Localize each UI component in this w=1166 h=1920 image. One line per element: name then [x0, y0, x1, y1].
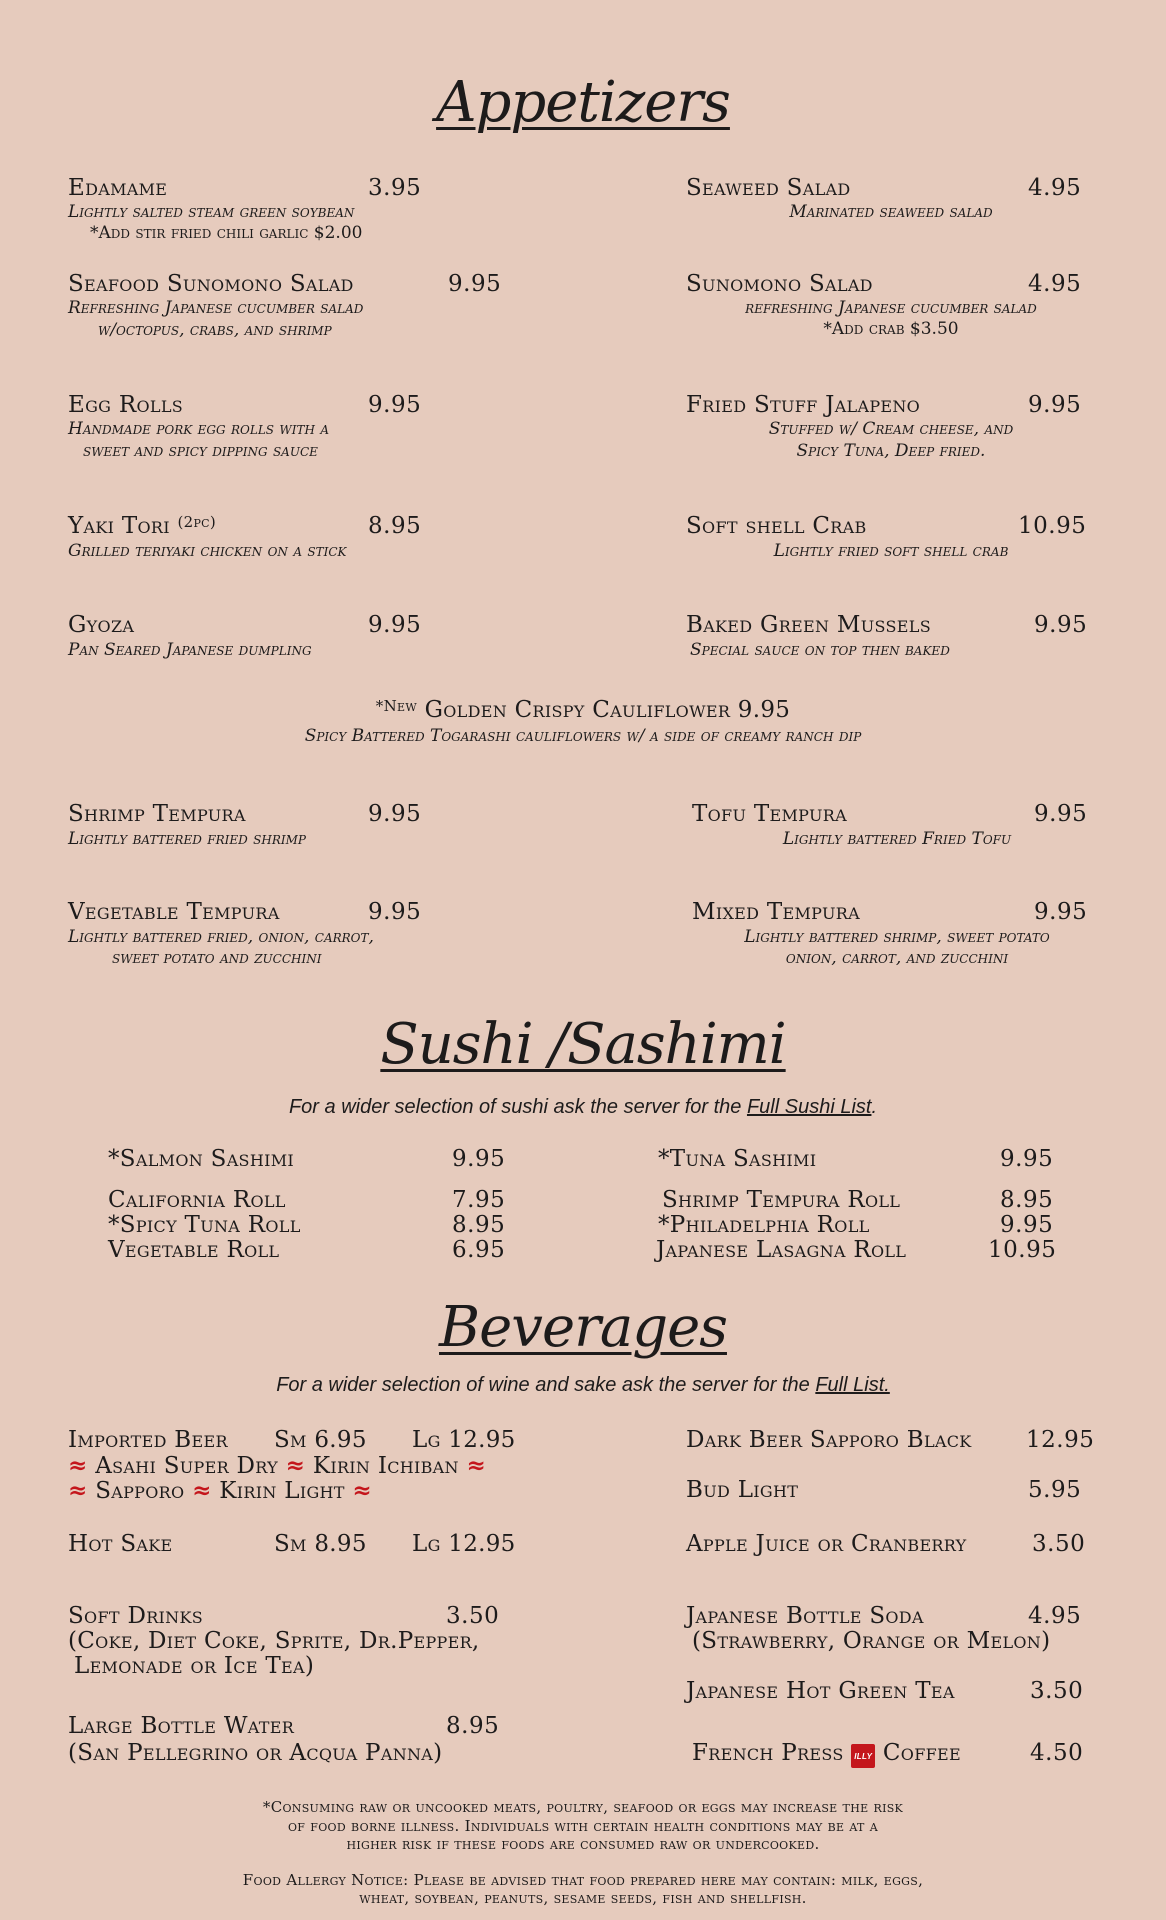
sushi-item-name: Vegetable Roll	[108, 1237, 280, 1263]
sushi-item-name: *Spicy Tuna Roll	[108, 1212, 301, 1238]
full-list-link[interactable]: Full List.	[815, 1374, 890, 1396]
edamame-price: 3.95	[368, 175, 422, 201]
hot-sake-name: Hot Sake	[68, 1531, 173, 1557]
cauliflower-desc: Spicy Battered Togarashi cauliflowers w/ a side of creamy ranch dip	[304, 726, 862, 746]
seafood-sunomono-name: Seafood Sunomono Salad	[68, 271, 354, 297]
beer-brands-line	[68, 1452, 486, 1479]
hot-sake-sm-price: Sm 8.95	[274, 1531, 367, 1557]
egg-rolls-price: 9.95	[368, 392, 422, 418]
fried-jalapeno-price: 9.95	[1028, 392, 1082, 418]
edamame-note: *Add stir fried chili garlic $2.00	[90, 223, 363, 243]
sushi-subtitle	[0, 1096, 1166, 1119]
yaki-tori-name	[68, 513, 216, 539]
imported-beer-lg-price: Lg 12.95	[412, 1427, 516, 1453]
sushi-item-price: 9.95	[1000, 1212, 1054, 1238]
sushi-item-price: 6.95	[452, 1237, 506, 1263]
cauliflower-item	[0, 697, 1166, 723]
wave-icon: ≈	[68, 1477, 88, 1504]
dark-beer-price: 12.95	[1026, 1427, 1095, 1453]
allergy-notice: Food Allergy Notice: Please be advised that food prepared here may contain: milk, eggs,	[242, 1871, 924, 1889]
vegetable-tempura-desc: sweet potato and zucchini	[112, 948, 322, 968]
edamame-name: Edamame	[68, 175, 168, 201]
green-tea-price: 3.50	[1030, 1678, 1084, 1704]
vegetable-tempura-name: Vegetable Tempura	[68, 899, 280, 925]
fried-jalapeno-name: Fried Stuff Jalapeno	[686, 392, 921, 418]
beverages-heading: Beverages	[439, 1295, 727, 1360]
sushi-item-price: 9.95	[1000, 1146, 1054, 1172]
green-mussels-desc: Special sauce on top then baked	[690, 640, 950, 660]
coffee-name	[692, 1740, 961, 1768]
health-warning: higher risk if these foods are consumed raw or undercooked.	[346, 1835, 820, 1853]
green-mussels-name: Baked Green Mussels	[686, 612, 931, 638]
sushi-subtitle-text: For a wider selection of sushi ask the server for the	[288, 1096, 747, 1118]
yaki-tori-label: Yaki Tori	[68, 513, 170, 539]
imported-beer-name: Imported Beer	[68, 1427, 228, 1453]
juice-price: 3.50	[1032, 1531, 1086, 1557]
gyoza-desc: Pan Seared Japanese dumpling	[68, 640, 312, 660]
soft-drinks-name: Soft Drinks	[68, 1603, 203, 1629]
yaki-tori-qty: (2pc)	[177, 513, 217, 531]
illy-logo-icon: illy	[851, 1744, 875, 1768]
sushi-item-name: *Philadelphia Roll	[658, 1212, 870, 1238]
beverages-subtitle-text: For a wider selection of wine and sake ask the server for the	[276, 1374, 816, 1396]
beer-brand: Kirin Ichiban	[312, 1453, 459, 1479]
large-water-list: (San Pellegrino or Acqua Panna)	[68, 1740, 443, 1766]
wave-icon: ≈	[466, 1452, 487, 1479]
hot-sake-lg-price: Lg 12.95	[412, 1531, 516, 1557]
wave-icon: ≈	[285, 1452, 306, 1479]
fried-jalapeno-desc: Stuffed w/ Cream cheese, and	[768, 419, 1014, 439]
soft-shell-crab-price: 10.95	[1018, 513, 1087, 539]
sushi-item-name: *Salmon Sashimi	[108, 1146, 294, 1172]
sushi-item-price: 8.95	[452, 1212, 506, 1238]
soft-drinks-price: 3.50	[446, 1603, 500, 1629]
edamame-desc: Lightly salted steam green soybean	[68, 202, 355, 222]
seafood-sunomono-desc: w/octopus, crabs, and shrimp	[98, 320, 332, 340]
bottle-soda-price: 4.95	[1028, 1603, 1082, 1629]
coffee-label: Coffee	[882, 1740, 961, 1766]
tofu-tempura-name: Tofu Tempura	[692, 801, 847, 827]
sushi-subtitle-end: .	[871, 1096, 878, 1118]
sunomono-salad-price: 4.95	[1028, 271, 1082, 297]
shrimp-tempura-desc: Lightly battered fried shrimp	[68, 829, 306, 849]
dark-beer-name: Dark Beer Sapporo Black	[686, 1427, 972, 1453]
mixed-tempura-desc: onion, carrot, and zucchini	[785, 948, 1009, 968]
sunomono-salad-name: Sunomono Salad	[686, 271, 873, 297]
sushi-item-name: Japanese Lasagna Roll	[656, 1237, 907, 1263]
sushi-item-price: 8.95	[1000, 1187, 1054, 1213]
bud-light-price: 5.95	[1028, 1477, 1082, 1503]
bud-light-name: Bud Light	[686, 1477, 799, 1503]
wave-icon: ≈	[352, 1477, 372, 1504]
green-mussels-price: 9.95	[1034, 612, 1088, 638]
imported-beer-sm-price: Sm 6.95	[274, 1427, 367, 1453]
coffee-price: 4.50	[1030, 1740, 1084, 1766]
appetizers-heading: Appetizers	[436, 70, 730, 135]
seaweed-salad-desc: Marinated seaweed salad	[789, 202, 993, 222]
sushi-item-name: *Tuna Sashimi	[658, 1146, 817, 1172]
yaki-tori-price: 8.95	[368, 513, 422, 539]
gyoza-price: 9.95	[368, 612, 422, 638]
tofu-tempura-price: 9.95	[1034, 801, 1088, 827]
sushi-item-price: 9.95	[452, 1146, 506, 1172]
egg-rolls-name: Egg Rolls	[68, 392, 184, 418]
mixed-tempura-price: 9.95	[1034, 899, 1088, 925]
wave-icon: ≈	[192, 1477, 212, 1504]
juice-name: Apple Juice or Cranberry	[686, 1531, 967, 1557]
seafood-sunomono-desc: Refreshing Japanese cucumber salad	[68, 298, 364, 318]
coffee-label: French Press	[692, 1740, 844, 1766]
large-water-name: Large Bottle Water	[68, 1713, 295, 1739]
yaki-tori-desc: Grilled teriyaki chicken on a stick	[68, 541, 347, 561]
fried-jalapeno-desc: Spicy Tuna, Deep fried.	[796, 441, 986, 461]
egg-rolls-desc: Handmade pork egg rolls with a	[68, 419, 330, 439]
bottle-soda-name: Japanese Bottle Soda	[686, 1603, 924, 1629]
green-tea-name: Japanese Hot Green Tea	[686, 1678, 955, 1704]
soft-drinks-list: (Coke, Diet Coke, Sprite, Dr.Pepper,	[68, 1628, 480, 1654]
wave-icon: ≈	[68, 1452, 88, 1479]
beer-brand: Sapporo	[95, 1478, 185, 1504]
gyoza-name: Gyoza	[68, 612, 135, 638]
health-warning: *Consuming raw or uncooked meats, poultry, seafood or eggs may increase the risk	[262, 1798, 904, 1816]
allergy-notice: wheat, soybean, peanuts, sesame seeds, fish and shellfish.	[359, 1889, 807, 1907]
beer-brands-line	[68, 1477, 372, 1504]
sunomono-salad-desc: refreshing Japanese cucumber salad	[745, 298, 1037, 318]
large-water-price: 8.95	[446, 1713, 500, 1739]
bottle-soda-flavors: (Strawberry, Orange or Melon)	[692, 1628, 1051, 1654]
soft-shell-crab-name: Soft shell Crab	[686, 513, 867, 539]
cauliflower-name: Golden Crispy Cauliflower 9.95	[424, 697, 791, 723]
sushi-item-price: 10.95	[988, 1237, 1057, 1263]
soft-drinks-list: Lemonade or Ice Tea)	[74, 1653, 315, 1679]
seafood-sunomono-price: 9.95	[448, 271, 502, 297]
beverages-subtitle	[0, 1374, 1166, 1397]
full-sushi-list-link[interactable]: Full Sushi List	[746, 1096, 872, 1118]
seaweed-salad-name: Seaweed Salad	[686, 175, 851, 201]
soft-shell-crab-desc: Lightly fried soft shell crab	[773, 541, 1009, 561]
shrimp-tempura-price: 9.95	[368, 801, 422, 827]
health-warning: of food borne illness. Individuals with certain health conditions may be at a	[287, 1817, 878, 1835]
beer-brand: Asahi Super Dry	[95, 1453, 279, 1479]
mixed-tempura-desc: Lightly battered shrimp, sweet potato	[744, 927, 1050, 947]
seaweed-salad-price: 4.95	[1028, 175, 1082, 201]
sushi-item-price: 7.95	[452, 1187, 506, 1213]
vegetable-tempura-desc: Lightly battered fried, onion, carrot,	[68, 927, 374, 947]
mixed-tempura-name: Mixed Tempura	[692, 899, 860, 925]
sunomono-salad-note: *Add crab $3.50	[823, 319, 959, 339]
sushi-heading: Sushi /Sashimi	[380, 1012, 786, 1077]
egg-rolls-desc: sweet and spicy dipping sauce	[83, 441, 318, 461]
shrimp-tempura-name: Shrimp Tempura	[68, 801, 246, 827]
sushi-item-name: Shrimp Tempura Roll	[662, 1187, 901, 1213]
beer-brand: Kirin Light	[219, 1478, 345, 1504]
new-tag: *New	[375, 697, 417, 715]
sushi-item-name: California Roll	[108, 1187, 286, 1213]
tofu-tempura-desc: Lightly battered Fried Tofu	[782, 829, 1012, 849]
vegetable-tempura-price: 9.95	[368, 899, 422, 925]
